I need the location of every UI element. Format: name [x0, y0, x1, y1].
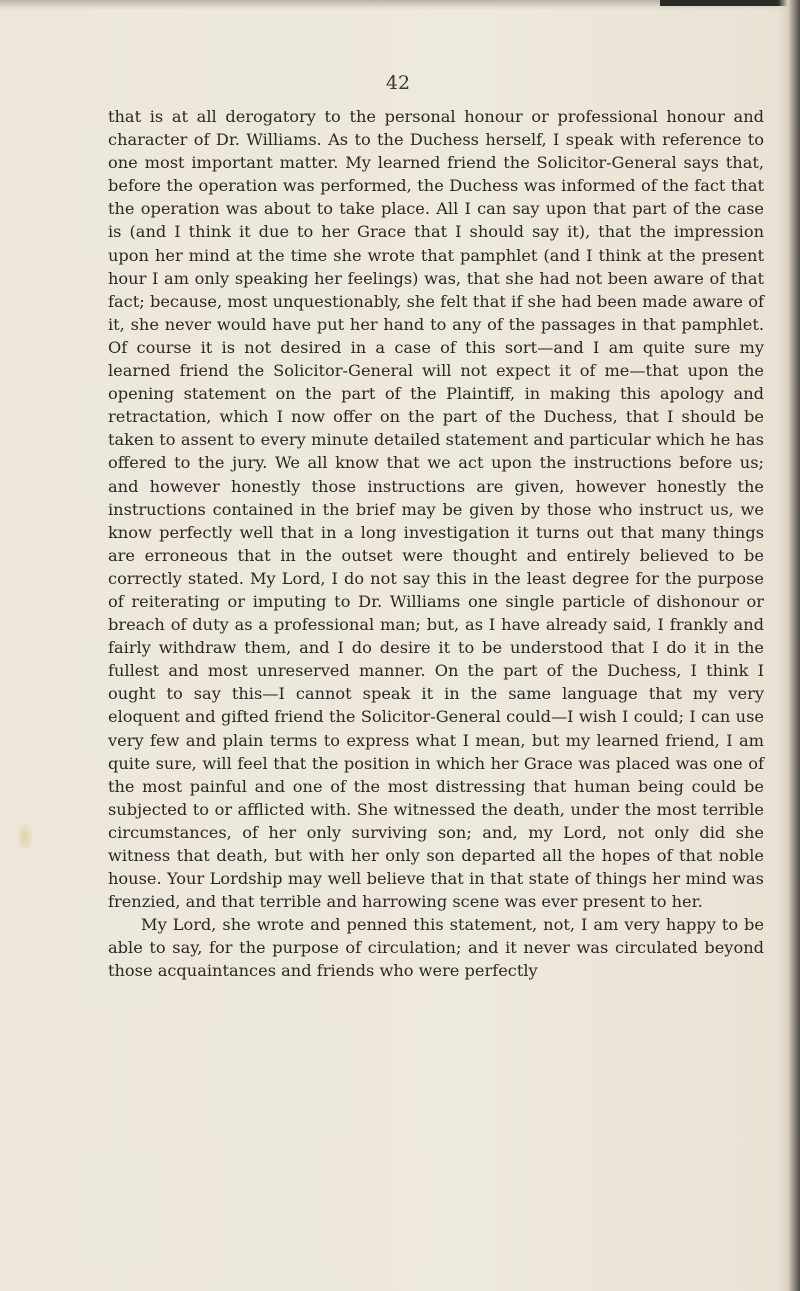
body-text [108, 105, 764, 983]
paper-stain [16, 822, 34, 852]
paragraph-1: that is at all derogatory to the personal honour or professional honour and character of Dr. Williams. As to the Duchess herself, I speak with reference to one most important matter. My learned friend the Solicitor-General says that, before the operation was performed, the Duchess was informed of the fact that the operation was about to take place. All I can say upon that part of the case is (and I think it due to her Grace that I should say it), that the impression upon her mind at the time she wrote that pamphlet (and I think at the present hour I am only speaking her feelings) was, that she had not been aware of that fact; because, most unquestionably, she felt that if she had been made aware of it, she never would have put her hand to any of the passages in that pamphlet. Of course it is not desired in a case of this sort—and I am quite sure my learned friend the Solicitor-General will not expect it of me—that upon the opening statement on the part of the Plaintiff, in making this apology and retractation, which I now offer on the part of the Duchess, that I should be taken to assent to every minute detailed statement and particular which he has offered to the jury. We all know that we act upon the instructions before us; and however honestly those instructions are given, however honestly the instructions contained in the brief may be given by those who instruct us, we know perfectly well that in a long investigation it turns out that many things are erroneous that in the outset were thought and entirely believed to be correctly stated. My Lord, I do not say this in the least degree for the purpose of reiterating or imputing to Dr. Williams one single particle of dishonour or breach of duty as a professional man; but, as I have already said, I frankly and fairly withdraw them, and I do desire it to be understood that I do it in the fullest and most unreserved manner. On the part of the Duchess, I think I ought to say this—I cannot speak it in the same language that my very eloquent and gifted friend the Solicitor-General could—I wish I could; I can use very few and plain terms to express what I mean, but my learned friend, I am quite sure, will feel that the position in which her Grace was placed was one of the most painful and one of the most distressing that human being could be subjected to or afflicted with. She witnessed the death, under the most terrible circumstances, of her only surviving son; and, my Lord, not only did she witness that death, but with her only son departed all the hopes of that noble house. Your Lordship may well believe that in that state of things her mind was frenzied, and that terrible and harrowing scene was ever present to her. [108, 107, 764, 912]
page-number: 42 [385, 72, 411, 94]
paragraph-2: My Lord, she wrote and penned this statement, not, I am very happy to be able to say, for the purpose of circulation; and it never was circulated beyond those acquaintances and friends who were perfectly [108, 915, 764, 981]
page-right-edge [778, 0, 800, 1291]
